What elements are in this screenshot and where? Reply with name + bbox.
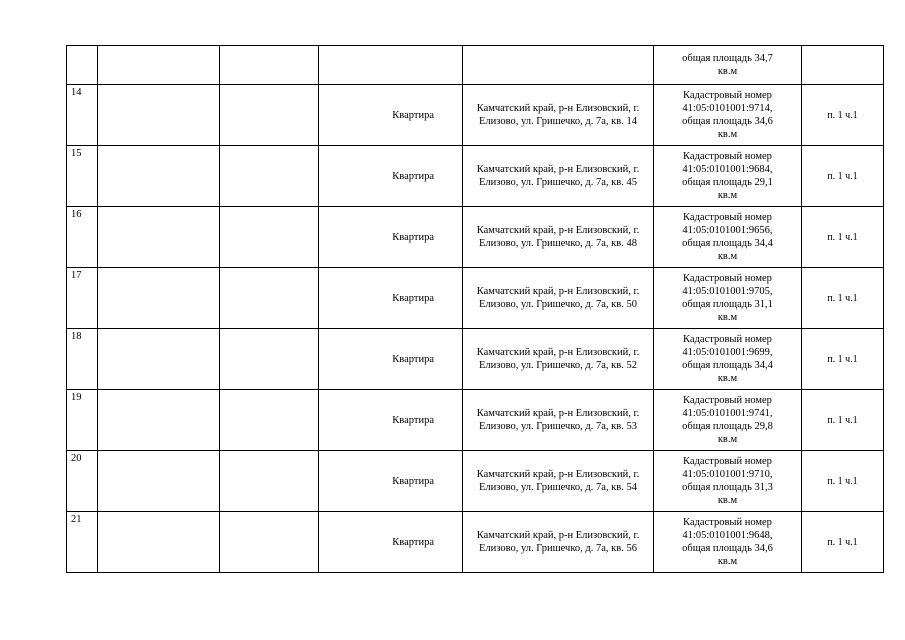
description-line: общая площадь 34,7 bbox=[682, 53, 773, 64]
property-type-cell: Квартира bbox=[319, 512, 463, 573]
description-line: общая площадь 29,1 bbox=[682, 177, 773, 188]
empty-cell bbox=[220, 146, 319, 207]
row-number-cell: 17 bbox=[67, 268, 98, 329]
legal-basis-cell: п. 1 ч.1 bbox=[802, 207, 884, 268]
description-cell bbox=[654, 207, 802, 268]
empty-cell bbox=[220, 390, 319, 451]
description-line: 41:05:0101001:9699, bbox=[682, 347, 773, 358]
property-type-cell: Квартира bbox=[319, 329, 463, 390]
address-cell: Камчатский край, р-н Елизовский, г. Елизово, ул. Гришечко, д. 7а, кв. 48 bbox=[463, 207, 654, 268]
row-number-cell bbox=[67, 46, 98, 85]
description-line: 41:05:0101001:9710, bbox=[682, 469, 773, 480]
property-type-cell: Квартира bbox=[319, 451, 463, 512]
table-row bbox=[67, 268, 884, 329]
property-type-cell bbox=[319, 46, 463, 85]
description-line: Кадастровый номер bbox=[683, 273, 772, 284]
legal-basis-cell: п. 1 ч.1 bbox=[802, 329, 884, 390]
description-line: 41:05:0101001:9684, bbox=[682, 164, 773, 175]
description-line: Кадастровый номер bbox=[683, 456, 772, 467]
description-line: общая площадь 34,4 bbox=[682, 360, 773, 371]
empty-cell bbox=[98, 329, 220, 390]
property-type-cell: Квартира bbox=[319, 390, 463, 451]
property-type-cell: Квартира bbox=[319, 85, 463, 146]
description-line: кв.м bbox=[717, 373, 738, 384]
description-line: кв.м bbox=[717, 312, 738, 323]
description-line: кв.м bbox=[717, 190, 738, 201]
property-type-cell: Квартира bbox=[319, 207, 463, 268]
description-line: общая площадь 34,6 bbox=[682, 116, 773, 127]
address-cell bbox=[463, 46, 654, 85]
description-line: 41:05:0101001:9714, bbox=[682, 103, 773, 114]
description-line: кв.м bbox=[717, 495, 738, 506]
description-line: Кадастровый номер bbox=[683, 151, 772, 162]
description-cell bbox=[654, 329, 802, 390]
description-cell bbox=[654, 146, 802, 207]
table-row bbox=[67, 329, 884, 390]
address-cell: Камчатский край, р-н Елизовский, г. Елизово, ул. Гришечко, д. 7а, кв. 54 bbox=[463, 451, 654, 512]
description-line: кв.м bbox=[717, 66, 738, 77]
description-cell bbox=[654, 512, 802, 573]
legal-basis-cell: п. 1 ч.1 bbox=[802, 146, 884, 207]
table-row bbox=[67, 512, 884, 573]
empty-cell bbox=[98, 207, 220, 268]
address-cell: Камчатский край, р-н Елизовский, г. Елизово, ул. Гришечко, д. 7а, кв. 52 bbox=[463, 329, 654, 390]
row-number-cell: 21 bbox=[67, 512, 98, 573]
address-cell: Камчатский край, р-н Елизовский, г. Елизово, ул. Гришечко, д. 7а, кв. 56 bbox=[463, 512, 654, 573]
description-cell bbox=[654, 390, 802, 451]
row-number-cell: 14 bbox=[67, 85, 98, 146]
description-line: кв.м bbox=[717, 129, 738, 140]
table-row bbox=[67, 451, 884, 512]
description-cell bbox=[654, 268, 802, 329]
description-line: Кадастровый номер bbox=[683, 212, 772, 223]
description-line: Кадастровый номер bbox=[683, 517, 772, 528]
description-cell bbox=[654, 451, 802, 512]
empty-cell bbox=[220, 207, 319, 268]
empty-cell bbox=[98, 146, 220, 207]
empty-cell bbox=[98, 46, 220, 85]
description-line: 41:05:0101001:9648, bbox=[682, 530, 773, 541]
address-cell: Камчатский край, р-н Елизовский, г. Елизово, ул. Гришечко, д. 7а, кв. 45 bbox=[463, 146, 654, 207]
description-line: общая площадь 34,6 bbox=[682, 543, 773, 554]
description-line: общая площадь 29,8 bbox=[682, 421, 773, 432]
legal-basis-cell: п. 1 ч.1 bbox=[802, 451, 884, 512]
empty-cell bbox=[98, 451, 220, 512]
property-registry-table bbox=[66, 45, 884, 573]
property-type-cell: Квартира bbox=[319, 268, 463, 329]
description-cell bbox=[654, 85, 802, 146]
address-cell: Камчатский край, р-н Елизовский, г. Елизово, ул. Гришечко, д. 7а, кв. 14 bbox=[463, 85, 654, 146]
row-number-cell: 19 bbox=[67, 390, 98, 451]
description-line: кв.м bbox=[717, 434, 738, 445]
legal-basis-cell: п. 1 ч.1 bbox=[802, 512, 884, 573]
description-line: общая площадь 31,3 bbox=[682, 482, 773, 493]
empty-cell bbox=[220, 512, 319, 573]
table-row bbox=[67, 390, 884, 451]
description-line: Кадастровый номер bbox=[683, 395, 772, 406]
empty-cell bbox=[98, 512, 220, 573]
empty-cell bbox=[220, 451, 319, 512]
description-line: кв.м bbox=[717, 251, 738, 262]
description-line: кв.м bbox=[717, 556, 738, 567]
empty-cell bbox=[220, 85, 319, 146]
empty-cell bbox=[220, 268, 319, 329]
empty-cell bbox=[220, 46, 319, 85]
table-row bbox=[67, 146, 884, 207]
address-cell: Камчатский край, р-н Елизовский, г. Елизово, ул. Гришечко, д. 7а, кв. 53 bbox=[463, 390, 654, 451]
empty-cell bbox=[98, 268, 220, 329]
description-line: общая площадь 34,4 bbox=[682, 238, 773, 249]
legal-basis-cell bbox=[802, 46, 884, 85]
description-line: 41:05:0101001:9656, bbox=[682, 225, 773, 236]
description-line: 41:05:0101001:9741, bbox=[682, 408, 773, 419]
row-number-cell: 20 bbox=[67, 451, 98, 512]
empty-cell bbox=[220, 329, 319, 390]
table-row bbox=[67, 207, 884, 268]
row-number-cell: 16 bbox=[67, 207, 98, 268]
description-line: Кадастровый номер bbox=[683, 90, 772, 101]
empty-cell bbox=[98, 390, 220, 451]
legal-basis-cell: п. 1 ч.1 bbox=[802, 85, 884, 146]
table-row bbox=[67, 85, 884, 146]
description-line: Кадастровый номер bbox=[683, 334, 772, 345]
legal-basis-cell: п. 1 ч.1 bbox=[802, 268, 884, 329]
empty-cell bbox=[98, 85, 220, 146]
table-row bbox=[67, 46, 884, 85]
address-cell: Камчатский край, р-н Елизовский, г. Елизово, ул. Гришечко, д. 7а, кв. 50 bbox=[463, 268, 654, 329]
legal-basis-cell: п. 1 ч.1 bbox=[802, 390, 884, 451]
description-line: общая площадь 31,1 bbox=[682, 299, 773, 310]
description-line: 41:05:0101001:9705, bbox=[682, 286, 773, 297]
property-type-cell: Квартира bbox=[319, 146, 463, 207]
description-cell bbox=[654, 46, 802, 85]
row-number-cell: 18 bbox=[67, 329, 98, 390]
row-number-cell: 15 bbox=[67, 146, 98, 207]
